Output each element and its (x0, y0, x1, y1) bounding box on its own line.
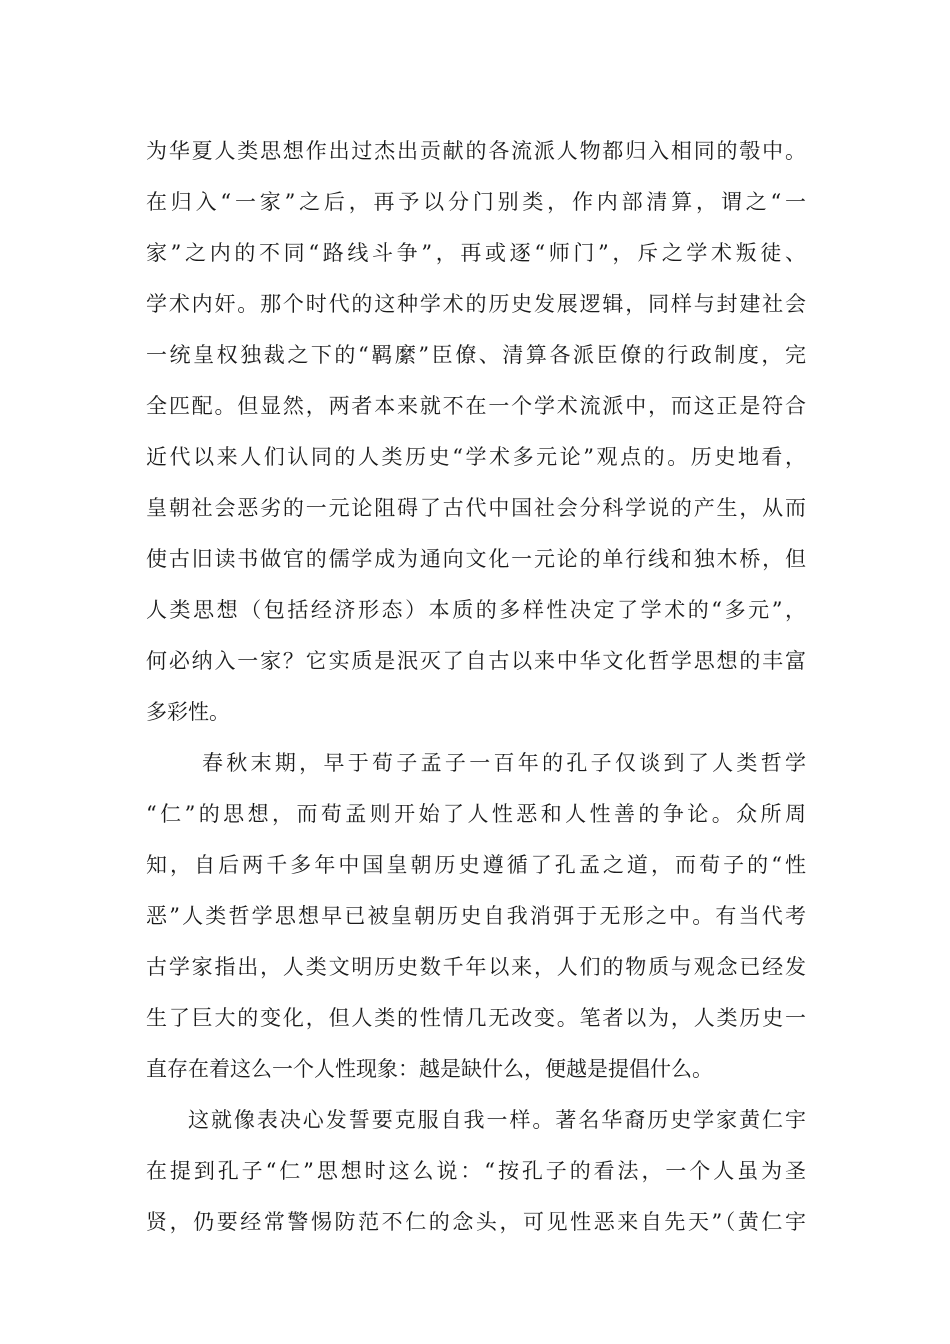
text-line: 知，自后两千多年中国皇朝历史遵循了孔孟之道，而荀子的“性 (146, 853, 806, 877)
text-line: “仁”的思想，而荀孟则开始了人性恶和人性善的争论。众所周 (146, 802, 806, 826)
text-line: 多彩性。 (146, 700, 230, 724)
text-line: 使古旧读书做官的儒学成为通向文化一元论的单行线和独木桥，但 (146, 547, 806, 571)
paragraph-1 (146, 130, 806, 742)
text-line: 贤，仍要经常警惕防范不仁的念头，可见性恶来自先天”（黄仁宇 (146, 1210, 806, 1234)
text-line: 生了巨大的变化，但人类的性情几无改变。笔者以为，人类历史一 (146, 1006, 806, 1030)
text-line: 人类思想（包括经济形态）本质的多样性决定了学术的“多元”， (146, 598, 806, 622)
paragraph-3 (146, 1099, 806, 1252)
text-line: 一统皇权独裁之下的“羁縻”臣僚、清算各派臣僚的行政制度，完 (146, 343, 806, 367)
text-line: 家”之内的不同“路线斗争”，再或逐“师门”，斥之学术叛徒、 (146, 241, 806, 265)
paragraph-2 (146, 742, 806, 1099)
text-line: 恶”人类哲学思想早已被皇朝历史自我消弭于无形之中。有当代考 (146, 904, 806, 928)
text-line: 这就像表决心发誓要克服自我一样。著名华裔历史学家黄仁宇 (188, 1108, 806, 1132)
text-line: 全匹配。但显然，两者本来就不在一个学术流派中，而这正是符合 (146, 394, 806, 418)
text-line: 在提到孔子“仁”思想时这么说：“按孔子的看法，一个人虽为圣 (146, 1159, 806, 1183)
text-line: 春秋末期，早于荀子孟子一百年的孔子仅谈到了人类哲学 (202, 751, 806, 775)
text-line: 直存在着这么一个人性现象：越是缺什么，便越是提倡什么。 (146, 1057, 713, 1081)
text-line: 近代以来人们认同的人类历史“学术多元论”观点的。历史地看， (146, 445, 806, 469)
text-line: 为华夏人类思想作出过杰出贡献的各流派人物都归入相同的彀中。 (146, 139, 806, 163)
text-line: 皇朝社会恶劣的一元论阻碍了古代中国社会分科学说的产生，从而 (146, 496, 806, 520)
body-text (146, 130, 806, 1252)
text-line: 学术内奸。那个时代的这种学术的历史发展逻辑，同样与封建社会 (146, 292, 806, 316)
text-line: 古学家指出，人类文明历史数千年以来，人们的物质与观念已经发 (146, 955, 806, 979)
text-line: 何必纳入一家？它实质是泯灭了自古以来中华文化哲学思想的丰富 (146, 649, 806, 673)
text-line: 在归入“一家”之后，再予以分门别类，作内部清算，谓之“一 (146, 190, 806, 214)
